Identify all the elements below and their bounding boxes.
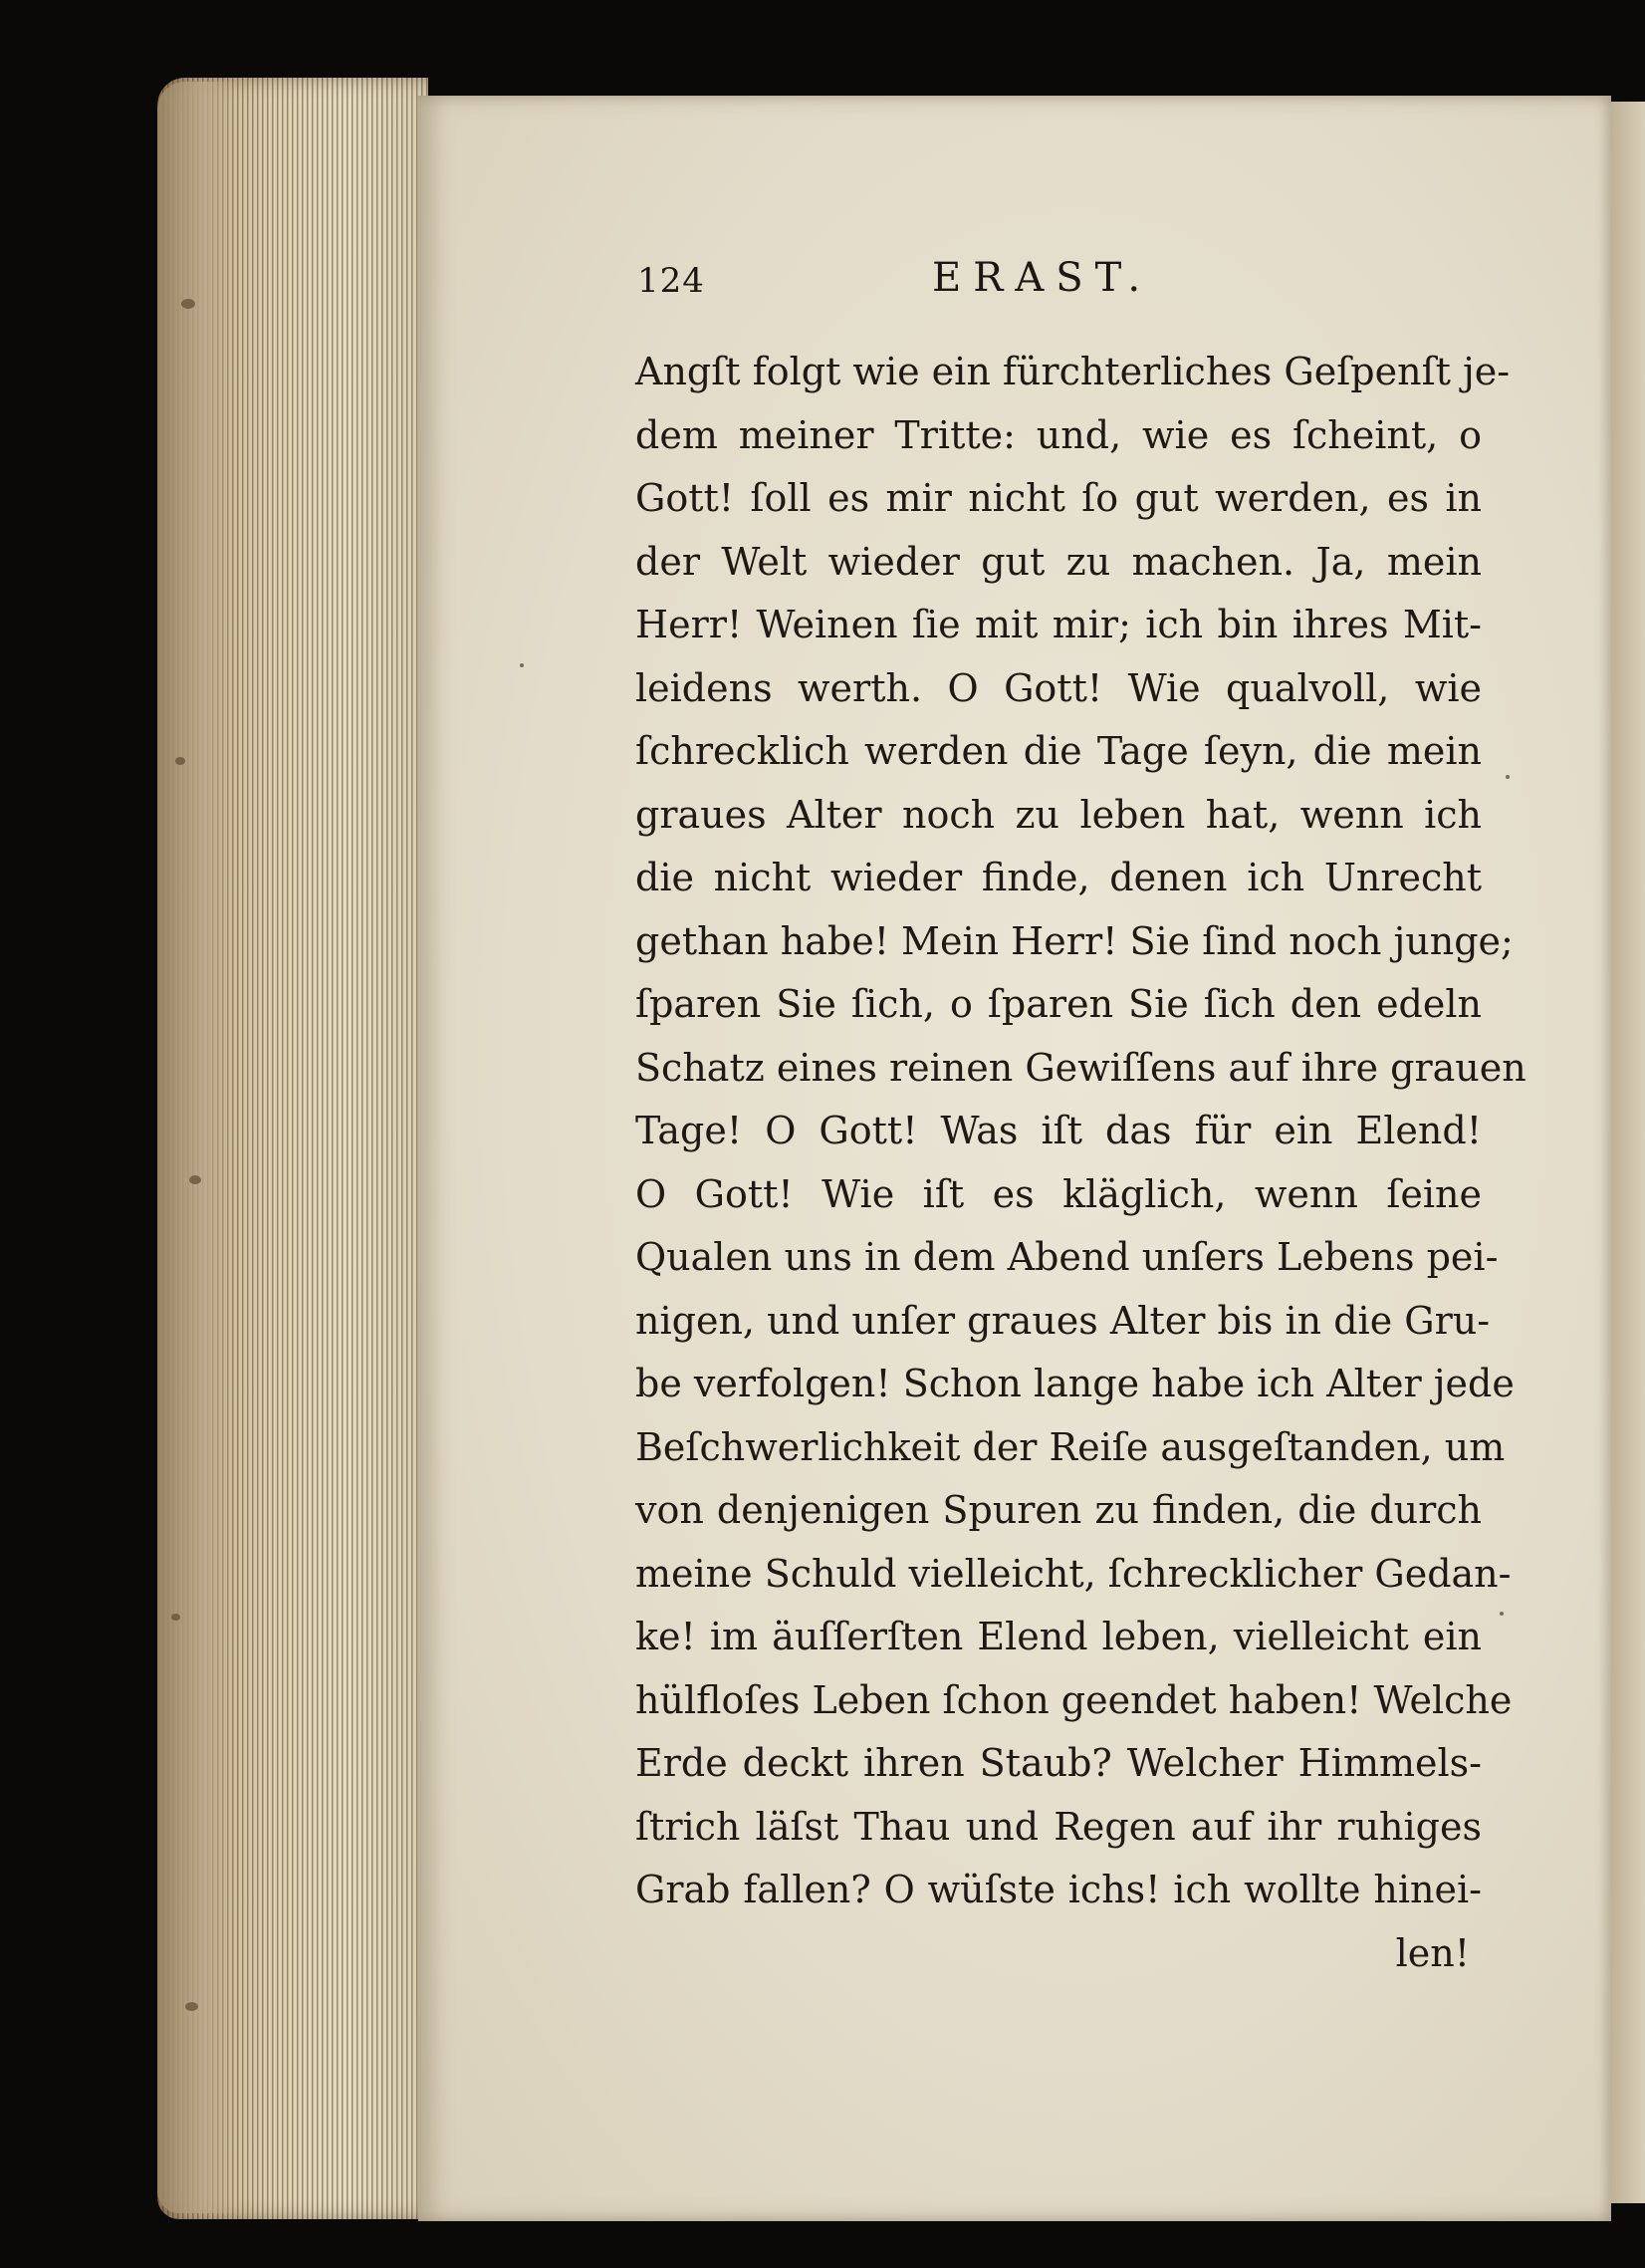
text-line: hülfloſes Leben ſchon geendet haben! Welche (635, 1677, 1513, 1722)
text-line: dem meiner Tritte: und, wie es ſcheint, o (635, 412, 1482, 457)
text-line: der Welt wieder gut zu machen. Ja, mein (635, 539, 1482, 584)
body-text (635, 341, 1527, 1985)
text-line-last: len! (1395, 1930, 1470, 1975)
text-line: Erde deckt ihren Staub? Welcher Himmels- (635, 1741, 1482, 1785)
page-speck (1506, 775, 1510, 779)
text-line: ſchrecklich werden die Tage ſeyn, die mein (635, 729, 1482, 773)
running-title: ERAST. (932, 255, 1153, 301)
text-line: Grab fallen? O wüſste ichs! ich wollte hinei- (635, 1868, 1482, 1911)
page-number: 124 (637, 261, 705, 301)
foxing-spot (185, 2002, 198, 2011)
text-line: Tage! O Gott! Was iſt das für ein Elend! (635, 1109, 1482, 1152)
page-header (637, 255, 1195, 321)
foxing-spot (175, 757, 185, 765)
text-line: Qualen uns in dem Abend unſers Lebens pei- (635, 1235, 1499, 1279)
foxing-spot (181, 299, 195, 309)
text-line: Gott! ſoll es mir nicht ſo gut werden, es in (635, 476, 1482, 520)
text-line: von denjenigen Spuren zu finden, die durch (635, 1488, 1482, 1532)
facing-page-edge (1605, 102, 1645, 2203)
text-line: meine Schuld vielleicht, ſchrecklicher Gedan- (635, 1551, 1512, 1596)
text-line: ſparen Sie ſich, o ſparen Sie ſich den edeln (635, 982, 1482, 1026)
foxing-spot (171, 1614, 180, 1621)
text-line: ſtrich läſst Thau und Regen auf ihr ruhiges (635, 1804, 1482, 1849)
text-line: Schatz eines reinen Gewiſſens auf ihre grauen (635, 1045, 1527, 1090)
text-line: Angſt folgt wie ein fürchterliches Geſpenſt je- (635, 350, 1511, 393)
page-speck (1500, 1612, 1504, 1616)
text-line: ke! im äuſſerſten Elend leben, vielleicht ein (635, 1615, 1482, 1658)
text-line: leidens werth. O Gott! Wie qualvoll, wie (635, 665, 1482, 710)
text-line: Herr! Weinen ſie mit mir; ich bin ihres Mit- (635, 603, 1482, 646)
book-cover-edge (157, 82, 237, 2213)
page-speck (520, 663, 524, 667)
text-line: gethan habe! Mein Herr! Sie ſind noch junge; (635, 918, 1514, 963)
text-line: O Gott! Wie iſt es kläglich, wenn ſeine (635, 1171, 1482, 1216)
foxing-spot (189, 1175, 201, 1184)
text-line: graues Alter noch zu leben hat, wenn ich (635, 792, 1482, 837)
text-line: Beſchwerlichkeit der Reiſe ausgeſtanden, um (635, 1424, 1506, 1469)
text-line: die nicht wieder finde, denen ich Unrecht (635, 856, 1482, 899)
text-line: be verfolgen! Schon lange habe ich Alter jede (635, 1362, 1515, 1405)
text-line: nigen, und unſer graues Alter bis in die Gru- (635, 1298, 1491, 1343)
